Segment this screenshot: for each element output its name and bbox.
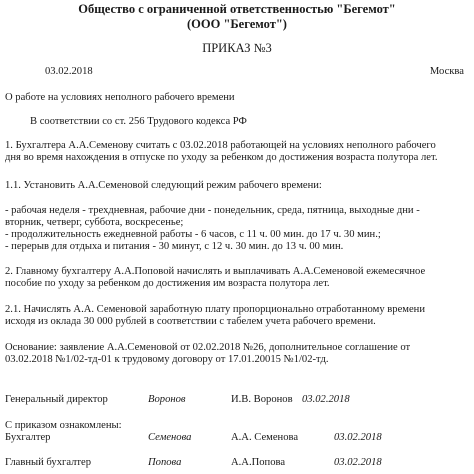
order-title: ПРИКАЗ №3 xyxy=(202,41,272,55)
schedule-line-3: - продолжительность ежедневной работы - 6 часов, с 11 ч. 00 мин. до 17 ч. 30 мин.; xyxy=(5,229,381,240)
paragraph-2-1-line-2: исходя из оклада 30 000 рублей в соответствии с табелем учета рабочего времени. xyxy=(5,316,376,327)
schedule-line-2: вторник, четверг, суббота, воскресенье; xyxy=(5,217,184,228)
grounds-line-2: 03.02.2018 №1/02-тд-01 к трудовому договору от 17.01.20015 №1/02-тд. xyxy=(5,354,329,365)
acquainted-name: А.А.Попова xyxy=(231,457,286,468)
acquainted-signature: Попова xyxy=(148,457,182,468)
schedule-line-1: - рабочая неделя - трехдневная, рабочие дни - понедельник, среда, пятница, выходные дни - xyxy=(5,205,420,216)
company-short-name: (ООО "Бегемот") xyxy=(187,17,287,31)
order-basis: В соответствии со ст. 256 Трудового кодекса РФ xyxy=(30,116,247,127)
acquainted-position: Главный бухгалтер xyxy=(5,457,92,468)
order-city: Москва xyxy=(429,66,464,77)
paragraph-2-1-line-1: 2.1. Начислять А.А. Семеновой заработную плату пропорционально отработанному времени xyxy=(5,304,426,315)
acquainted-date: 03.02.2018 xyxy=(334,432,382,443)
schedule-line-4: - перерыв для отдыха и питания - 30 минут, с 12 ч. 30 мин. до 13 ч. 00 мин. xyxy=(5,241,344,252)
paragraph-1-line-1: 1. Бухгалтера А.А.Семенову считать с 03.02.2018 работающей на условиях неполного рабочего xyxy=(5,140,436,151)
paragraph-1-1: 1.1. Установить А.А.Семеновой следующий режим рабочего времени: xyxy=(5,180,322,191)
order-date: 03.02.2018 xyxy=(45,66,93,77)
acquainted-signature: Семенова xyxy=(148,432,192,443)
company-name: Общество с ограниченной ответственностью "Бегемот" xyxy=(78,2,396,16)
director-position: Генеральный директор xyxy=(5,394,108,405)
paragraph-1-line-2: дня во время нахождения в отпуске по уходу за ребенком до достижения возраста полутора лет. xyxy=(5,152,438,163)
acquainted-position: Бухгалтер xyxy=(5,432,51,443)
acquainted-label: С приказом ознакомлены: xyxy=(5,420,122,431)
director-sign-date: 03.02.2018 xyxy=(302,394,350,405)
paragraph-2-line-2: пособие по уходу за ребенком до достижения им возраста полутора лет. xyxy=(5,278,330,289)
grounds-line-1: Основание: заявление А.А.Семеновой от 02.02.2018 №26, дополнительное соглашение от xyxy=(5,342,411,353)
paragraph-2-line-1: 2. Главному бухгалтеру А.А.Поповой начислять и выплачивать А.А.Семеновой ежемесячное xyxy=(5,266,426,277)
acquainted-date: 03.02.2018 xyxy=(334,457,382,468)
acquainted-name: А.А. Семенова xyxy=(231,432,299,443)
director-name: И.В. Воронов xyxy=(231,394,293,405)
order-subject: О работе на условиях неполного рабочего времени xyxy=(5,92,235,103)
director-signature: Воронов xyxy=(148,394,186,405)
